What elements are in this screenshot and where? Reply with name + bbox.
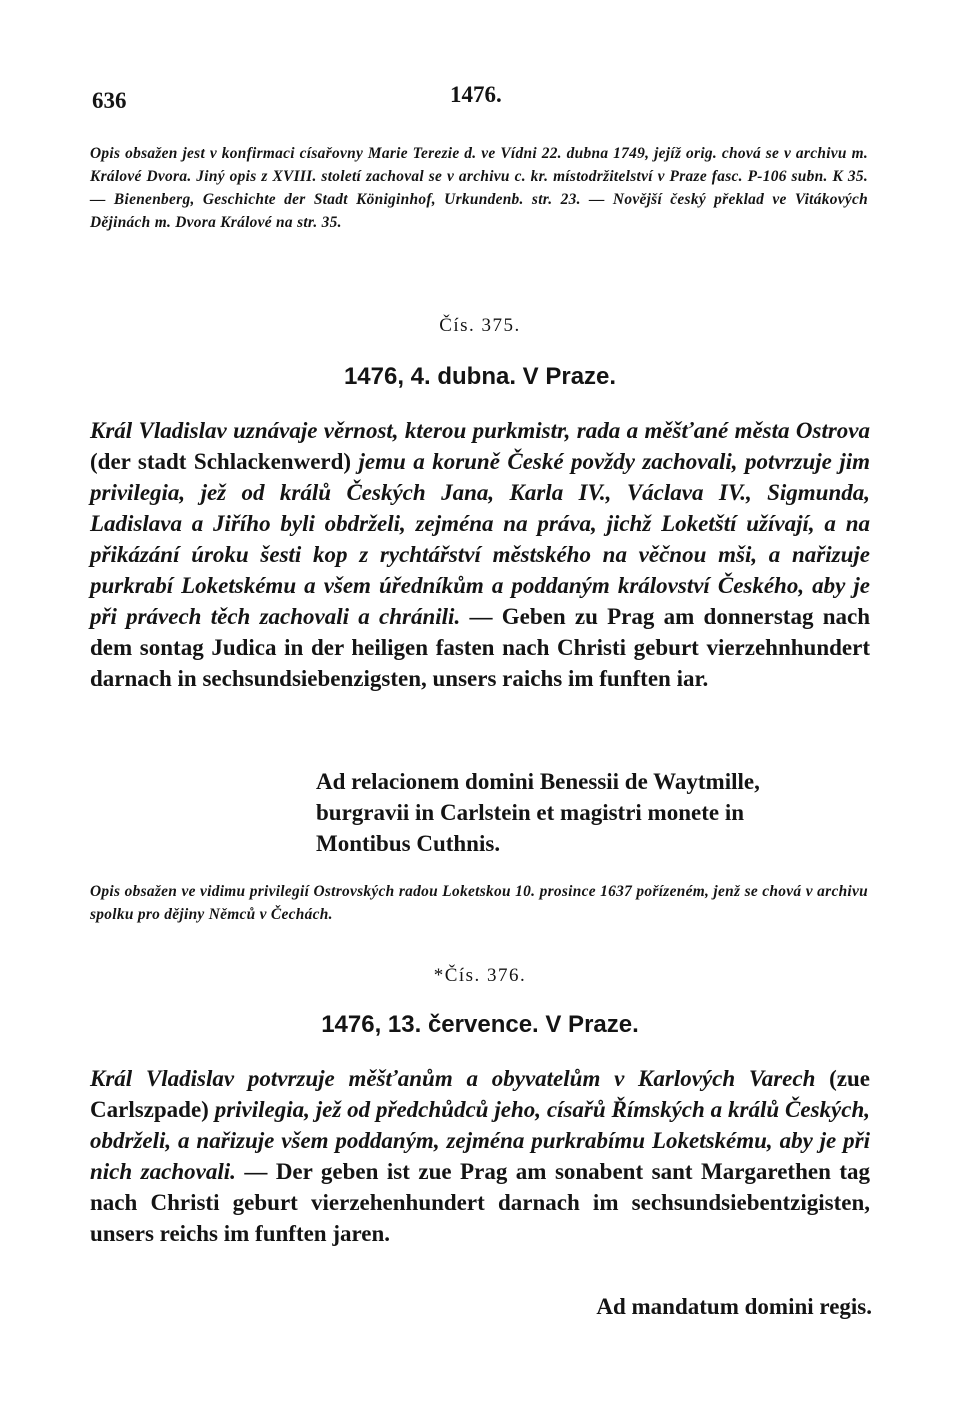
page-number: 636 — [92, 88, 127, 113]
document-regest — [90, 415, 870, 694]
document-dating-clause: — Geben zu Prag am donnerstag nach dem sontag Judica in der heiligen fasten nach Christi geburt vierzehnhundert darnach in sechsundsiebenzigsten, unsers raichs im funften iar. — [90, 604, 870, 691]
regest-czech-text: Král Vladislav potvrzuje měšťanům a obyvatelům v Karlových Varech — [90, 1066, 816, 1091]
document-date-place: 1476, 4. dubna. V Praze. — [343, 363, 617, 390]
document-number: *Čís. 376. — [433, 965, 527, 986]
regest-czech-text: Král Vladislav uznávaje věrnost, kterou purkmistr, rada a měšťané města Ostrova — [90, 418, 870, 443]
source-note-previous: Opis obsažen jest v konfirmaci císařovny Marie Terezie d. ve Vídni 22. dubna 1749, jejíž orig. chová se v archivu m. Králové Dvora. Jiný opis z XVIII. století zachoval se v archivu c. kr. místodržitelství v Praze fasc. P-106 subn. K 35. — Bienenberg, Geschichte der Stadt Königinhof, Urkundenb. str. 23. — Novější český překlad ve Vitákových Dějinách m. Dvora Králové na str. 35. — [90, 145, 868, 231]
chancery-relation-note — [502, 1291, 872, 1322]
relation-line: Ad relacionem domini Benessii de Waytmille, — [316, 769, 760, 794]
source-note: Opis obsažen ve vidimu privilegií Ostrovských radou Loketskou 10. prosince 1637 pořízeném, jenž se chová v archivu spolku pro dějiny Němců v Čechách. — [90, 883, 868, 923]
regest-german-gloss: (der stadt Schlackenwerd) — [90, 449, 359, 474]
relation-line: Montibus Cuthnis. — [316, 831, 501, 856]
running-head-year: 1476. — [450, 82, 502, 107]
chancery-relation-note — [316, 766, 872, 859]
regest-czech-text: jemu a koruně České povždy zachovali, potvrzuje jim privilegia, jež od králů Českých Jana, Karla IV., Václava IV., Sigmunda, Ladislava a Jiřího byli obdrželi, zejména na práva, jichž Loketští užívají, a na přikázání úroku šesti kop z rychtářství městského na věčnou mši, a nařizuje purkrabí Loketskému a všem úředníkům a poddaným království Českého, aby je při právech těch zachovali a chránili. — [90, 449, 870, 629]
document-number: Čís. 375. — [439, 315, 521, 336]
regest-czech-text: privilegia, jež od předchůdců jeho, císařů Římských a králů Českých, obdrželi, a nařizuje všem poddaným, zejména purkrabímu Loketskému, aby je při nich zachovali. — [90, 1097, 870, 1184]
document-dating-clause: — Der geben ist zue Prag am sonabent sant Margarethen tag nach Christi geburt vierzehenhundert darnach im sechsundsiebentzigisten, unsers reichs im funften jaren. — [90, 1159, 871, 1246]
regest-german-gloss: (zue Carlszpade) — [90, 1066, 870, 1122]
document-regest — [90, 1063, 870, 1249]
relation-line: burgravii in Carlstein et magistri monete in — [316, 800, 745, 825]
page-header — [92, 82, 868, 116]
relation-line: Ad mandatum domini regis. — [596, 1294, 872, 1319]
document-date-place: 1476, 13. července. V Praze. — [321, 1011, 639, 1038]
